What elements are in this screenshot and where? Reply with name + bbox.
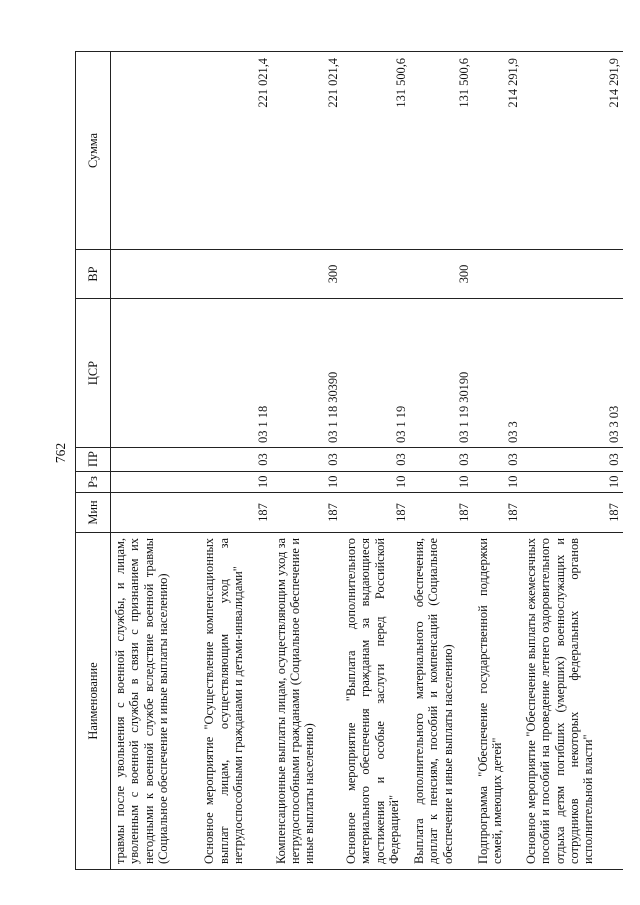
row-vr [342, 250, 410, 299]
row-sum: 131 500,6 [410, 52, 474, 250]
row-rz: 10 [272, 472, 342, 493]
row-pr: 03 [200, 448, 271, 472]
row-pr: 03 [522, 448, 623, 472]
row-vr: 300 [272, 250, 342, 299]
header-csr: ЦСР [76, 299, 111, 448]
rotated-page [75, 52, 623, 870]
row-pr: 03 [474, 448, 522, 472]
table-row [474, 52, 522, 870]
row-min: 187 [200, 493, 271, 533]
header-sum: Сумма [76, 52, 111, 250]
row-rz: 10 [200, 472, 271, 493]
row-name: Основное мероприятие "Осуществление компенсационных выплат лицам, осуществляющим уход за нетрудоспособными гражданами и детьми-инвалидами" [200, 533, 271, 870]
table-row [200, 52, 271, 870]
row-pr [111, 448, 201, 472]
row-vr: 300 [410, 250, 474, 299]
row-min: 187 [342, 493, 410, 533]
table-row [410, 52, 474, 870]
row-rz: 10 [474, 472, 522, 493]
row-csr [111, 299, 201, 448]
row-vr [522, 250, 623, 299]
row-csr: 03 1 18 [200, 299, 271, 448]
table-row [111, 52, 201, 870]
row-pr: 03 [272, 448, 342, 472]
row-vr [200, 250, 271, 299]
row-sum [111, 52, 201, 250]
row-sum: 221 021,4 [272, 52, 342, 250]
row-min: 187 [410, 493, 474, 533]
row-csr: 03 3 03 [522, 299, 623, 448]
row-csr: 03 3 [474, 299, 522, 448]
header-rz: Рз [76, 472, 111, 493]
row-min [111, 493, 201, 533]
budget-table [75, 51, 623, 870]
row-rz [111, 472, 201, 493]
table-header-row [76, 52, 111, 870]
header-name: Наименование [76, 533, 111, 870]
row-csr: 03 1 19 [342, 299, 410, 448]
row-rz: 10 [342, 472, 410, 493]
row-min: 187 [272, 493, 342, 533]
page-number: 762 [53, 442, 68, 464]
row-name: Основное мероприятие "Выплата дополнительного материального обеспечения гражданам за выдающиеся достижения и особые заслуги перед Российской Федерацией" [342, 533, 410, 870]
row-name: Основное мероприятие "Обеспечение выплаты ежемесячных пособий и пособий на проведение летнего оздоровительного отдыха детям погибших (умерших) военнослужащих и сотрудников некоторых федеральных органов исполнительной власти" [522, 533, 623, 870]
row-name: Компенсационные выплаты лицам, осуществляющим уход за нетрудоспособными гражданами (Социальное обеспечение и иные выплаты населению) [272, 533, 342, 870]
header-pr: ПР [76, 448, 111, 472]
row-min: 187 [474, 493, 522, 533]
row-min: 187 [522, 493, 623, 533]
table-row [272, 52, 342, 870]
row-pr: 03 [410, 448, 474, 472]
row-rz: 10 [522, 472, 623, 493]
header-min: Мин [76, 493, 111, 533]
row-rz: 10 [410, 472, 474, 493]
header-vr: ВР [76, 250, 111, 299]
row-sum: 214 291,9 [474, 52, 522, 250]
table-row [522, 52, 623, 870]
row-sum: 214 291,9 [522, 52, 623, 250]
row-vr [111, 250, 201, 299]
row-csr: 03 1 19 30190 [410, 299, 474, 448]
table-row [342, 52, 410, 870]
row-vr [474, 250, 522, 299]
row-csr: 03 1 18 30390 [272, 299, 342, 448]
row-name: Выплата дополнительного материального обеспечения, доплат к пенсиям, пособий и компенсаций (Социальное обеспечение и иные выплаты населению) [410, 533, 474, 870]
row-name: Подпрограмма "Обеспечение государственной поддержки семей, имеющих детей" [474, 533, 522, 870]
row-name: травмы после увольнения с военной службы, и лицам, уволенным с военной службы в связи с признанием их негодными к военной службе вследствие военной травмы (Социальное обеспечение и иные выплаты населению) [111, 533, 201, 870]
row-sum: 131 500,6 [342, 52, 410, 250]
row-sum: 221 021,4 [200, 52, 271, 250]
row-pr: 03 [342, 448, 410, 472]
